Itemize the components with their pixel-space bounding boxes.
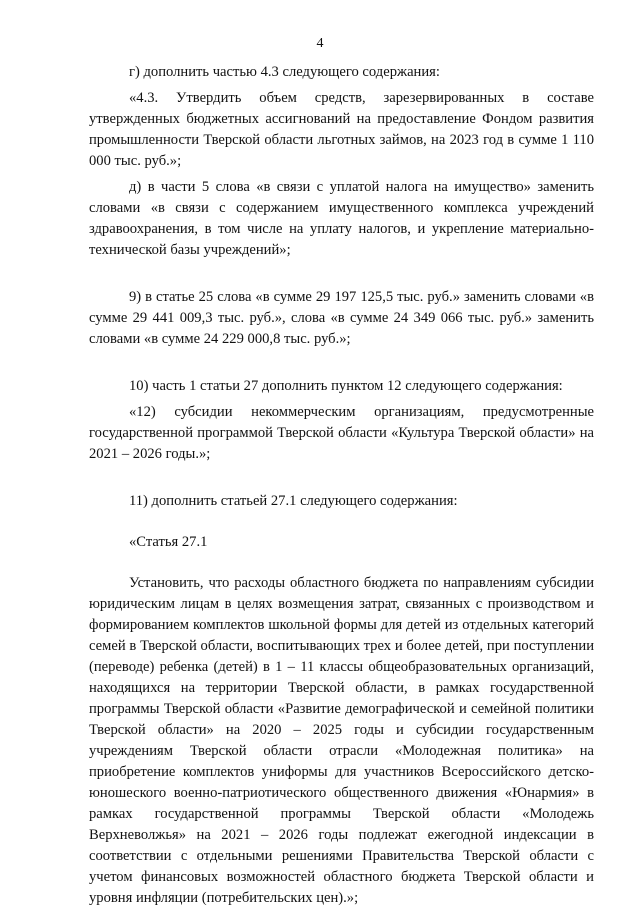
item-g-paragraph: г) дополнить частью 4.3 следующего содержания: xyxy=(129,64,440,80)
subsidy-item-12-paragraph: «12) субсидии некоммерческим организациям, предусмотренные государственной программой Тверской области «Культура Тверской области» на 2021 – 2026 годы.»; xyxy=(89,404,594,462)
part-4-3-paragraph: «4.3. Утвердить объем средств, зарезервированных в составе утвержденных бюджетных ассигнований на предоставление Фондом развития промышленности Тверской области льготных займов, на 2023 год в сумме 1 110 000 тыс. руб.»; xyxy=(89,90,594,169)
item-10-paragraph: 10) часть 1 статьи 27 дополнить пунктом 12 следующего содержания: xyxy=(129,378,563,394)
item-d-paragraph: д) в части 5 слова «в связи с уплатой налога на имущество» заменить словами «в связи с содержанием имущественного комплекса учреждений здравоохранения, в том числе на уплату налогов, и укрепление материально-технической базы учреждений»; xyxy=(89,179,594,258)
article-27-1-body: Установить, что расходы областного бюджета по направлениям субсидии юридическим лицам в целях возмещения затрат, связанных с производством и формированием комплектов школьной формы для детей из отдельных категорий семей в Тверской области, воспитывающих трех и более детей, при поступлении (переводе) ребенка (детей) в 1 – 11 классы общеобразовательных организаций, находящихся на территории Тверской области, в рамках государственной программы Тверской области «Развитие демографической и семейной политики Тверской области» на 2020 – 2025 годы и субсидии государственным учреждениям Тверской области отрасли «Молодежная политика» на приобретение комплектов униформы для участников Всероссийского детско-юношеского военно-патриотического общественного движения «Юнармия» в рамках государственной программы Тверской области «Молодежь Верхневолжья» на 2021 – 2026 годы подлежат ежегодной индексации в соответствии с отдельными решениями Правительства Тверской области с учетом финансовых возможностей областного бюджета Тверской области и уровня инфляции (потребительских цен).»; xyxy=(89,575,594,906)
article-27-1-heading: «Статья 27.1 xyxy=(129,534,208,550)
item-9-paragraph: 9) в статье 25 слова «в сумме 29 197 125,5 тыс. руб.» заменить словами «в сумме 29 441 009,3 тыс. руб.», слова «в сумме 24 349 066 тыс. руб.» заменить словами «в сумме 24 229 000,8 тыс. руб.»; xyxy=(89,289,594,347)
document-body xyxy=(89,62,594,909)
item-11-paragraph: 11) дополнить статьей 27.1 следующего содержания: xyxy=(129,493,458,509)
page-number: 4 xyxy=(316,36,324,51)
